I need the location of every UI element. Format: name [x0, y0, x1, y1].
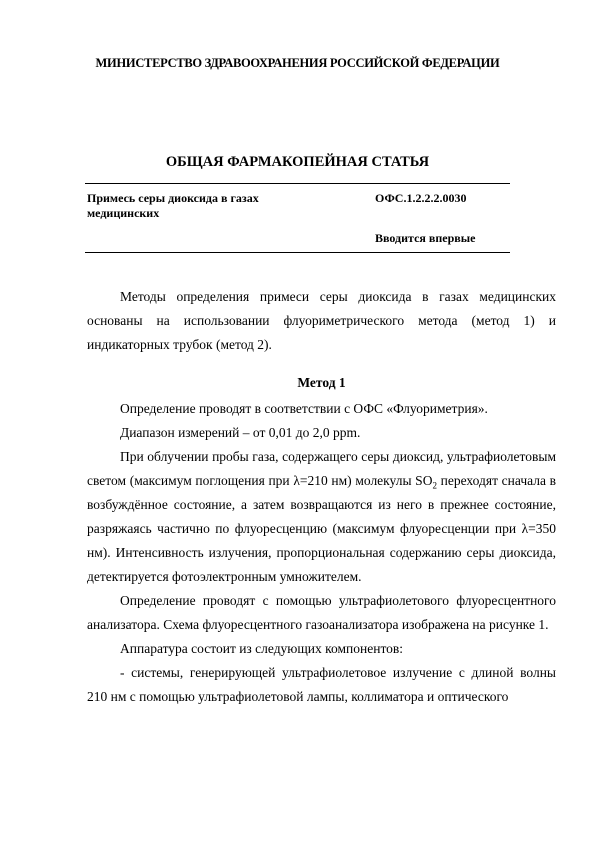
paragraph-analyzer: Определение проводят с помощью ультрафиолетового флуоресцентного анализатора. Схема флуоресцентного газоанализатора изображена на рисунке 1.	[87, 593, 556, 632]
paragraph-uv-system: - системы, генерирующей ультрафиолетовое излучение с длиной волны 210 нм с помощью ультрафиолетовой лампы, коллиматора и оптического	[87, 665, 556, 704]
document-title: ОБЩАЯ ФАРМАКОПЕЙНАЯ СТАТЬЯ	[165, 154, 430, 170]
document-body	[87, 285, 556, 709]
monograph-subject: Примесь серы диоксида в газах медицинских	[87, 191, 259, 220]
principle-text-a: При облучении пробы газа, содержащего серы диоксид, ультрафиолетовым светом (максимум поглощения при λ=210 нм) молекулы SO	[87, 449, 556, 488]
so2-subscript: 2	[432, 480, 437, 491]
paragraph-range: Диапазон измерений – от 0,01 до 2,0 ppm.	[120, 425, 361, 440]
monograph-status: Вводится впервые	[375, 231, 476, 245]
monograph-code: ОФС.1.2.2.2.0030	[375, 191, 467, 205]
paragraph-apparatus: Аппаратура состоит из следующих компонентов:	[120, 641, 404, 656]
divider-top	[85, 183, 510, 184]
ministry-header: МИНИСТЕРСТВО ЗДРАВООХРАНЕНИЯ РОССИЙСКОЙ ФЕДЕРАЦИИ	[95, 56, 500, 70]
divider-bottom	[85, 252, 510, 253]
method-1-heading: Метод 1	[297, 375, 346, 390]
paragraph-principle	[87, 445, 556, 589]
principle-text-b: переходят сначала в возбуждённое состояние, а затем возвращаются из него в прежнее состояние, разряжаясь частично по флуоресценцию (максимум флуоресценции при λ=350 нм). Интенсивность излучения, пропорциональная содержанию серы диоксида, детектируется фотоэлектронным умножителем.	[87, 473, 556, 584]
paragraph-method-reference: Определение проводят в соответствии с ОФС «Флуориметрия».	[120, 401, 488, 416]
intro-paragraph: Методы определения примеси серы диоксида в газах медицинских основаны на использовании флуориметрического метода (метод 1) и индикаторных трубок (метод 2).	[87, 289, 556, 352]
